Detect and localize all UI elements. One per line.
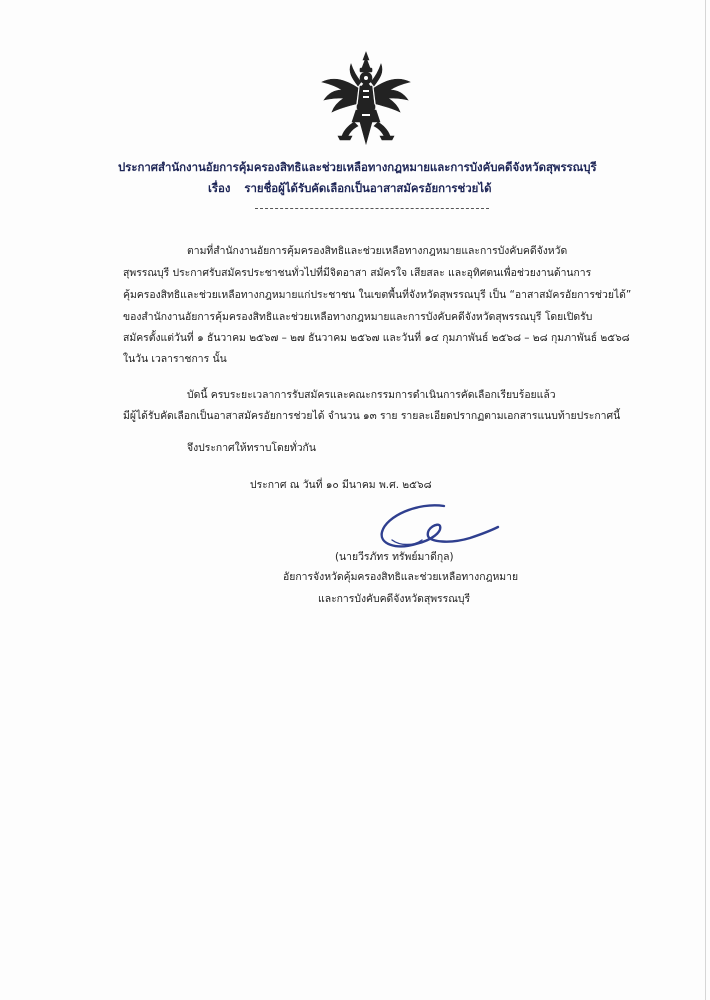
paragraph1-line: คุ้มครองสิทธิและช่วยเหลือทางกฎหมายแก่ประชาชน ในเขตพื้นที่จังหวัดสุพรรณบุรี เป็น “อาสาสมัครอัยการช่วยได้” [123, 289, 632, 301]
paragraph1-line: ของสำนักงานอัยการคุ้มครองสิทธิและช่วยเหลือทางกฎหมายและการบังคับคดีจังหวัดสุพรรณบุรี โดยเปิดรับ [123, 311, 593, 323]
announce-line: จึงประกาศให้ทราบโดยทั่วกัน [187, 442, 316, 454]
paragraph1-line: ในวัน เวลาราชการ นั้น [123, 353, 227, 365]
announcement-subject [208, 180, 491, 198]
paragraph1-line: ตามที่สำนักงานอัยการคุ้มครองสิทธิและช่วยเหลือทางกฎหมายและการบังคับคดีจังหวัด [187, 245, 568, 257]
signer-position-line1: อัยการจังหวัดคุ้มครองสิทธิและช่วยเหลือทางกฎหมาย [283, 571, 519, 583]
signer-name: (นายวีรภัทร ทรัพย์มาดีกุล) [335, 551, 454, 563]
paragraph2-line: บัดนี้ ครบระยะเวลาการรับสมัครและคณะกรรมการดำเนินการคัดเลือกเรียบร้อยแล้ว [187, 389, 556, 401]
subject-text: รายชื่อผู้ได้รับคัดเลือกเป็นอาสาสมัครอัยการช่วยได้ [244, 181, 492, 195]
paragraph1-line: สมัครตั้งแต่วันที่ ๑ ธันวาคม ๒๕๖๗ – ๒๗ ธันวาคม ๒๕๖๗ และวันที่ ๑๔ กุมภาพันธ์ ๒๕๖๘ – ๒๘ กุมภาพันธ์ ๒๕๖๘ [123, 332, 630, 344]
announcement-title: ประกาศสำนักงานอัยการคุ้มครองสิทธิและช่วยเหลือทางกฎหมายและการบังคับคดีจังหวัดสุพรรณบุรี [118, 160, 597, 174]
garuda-emblem-icon [318, 50, 414, 148]
dateline: ประกาศ ณ วันที่ ๑๐ มีนาคม พ.ศ. ๒๕๖๘ [250, 479, 432, 491]
paragraph1-line: สุพรรณบุรี ประกาศรับสมัครประชาชนทั่วไปที่มีจิตอาสา สมัครใจ เสียสละ และอุทิศตนเพื่อช่วยงานด้านการ [123, 267, 592, 279]
signer-position-line2: และการบังคับคดีจังหวัดสุพรรณบุรี [318, 593, 471, 605]
dashed-divider [255, 208, 489, 209]
paragraph2-line: มีผู้ได้รับคัดเลือกเป็นอาสาสมัครอัยการช่วยได้ จำนวน ๑๓ ราย รายละเอียดปรากฏตามเอกสารแนบท้ายประกาศนี้ [123, 410, 621, 422]
subject-label: เรื่อง [208, 181, 231, 195]
